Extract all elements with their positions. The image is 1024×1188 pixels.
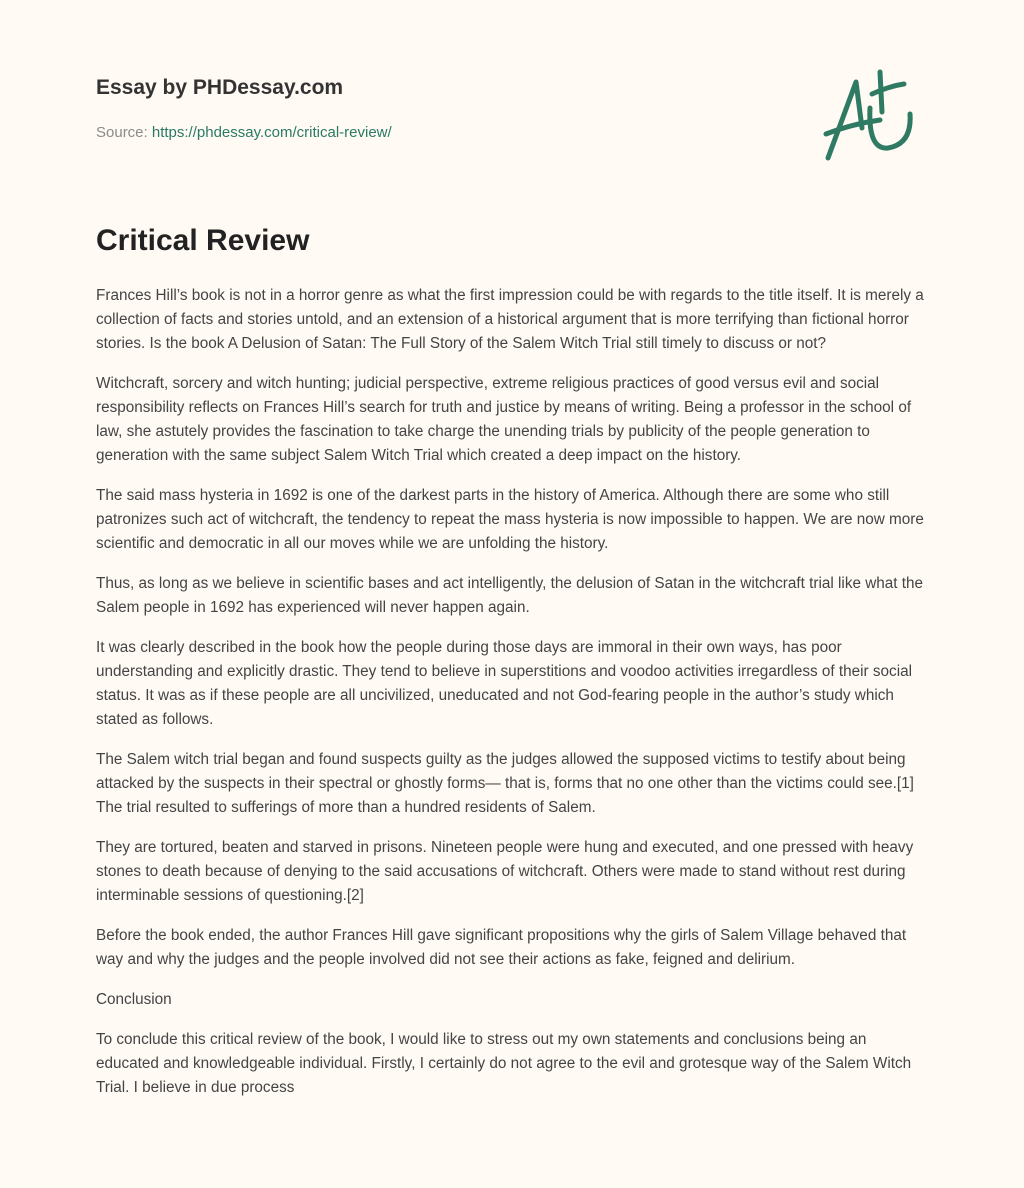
paragraph: It was clearly described in the book how the people during those days are immoral in their own ways, has poor understanding and explicitly drastic. They tend to believe in superstitions and voodoo activities irregardless of their social status. It was as if these people are all uncivilized, uneducated and not God-fearing people in the author’s study which stated as follows. [96, 639, 913, 728]
source-label: Source: [96, 124, 148, 141]
essay-body [96, 284, 930, 1116]
source-link[interactable]: https://phdessay.com/critical-review/ [151, 124, 392, 141]
paragraph: Frances Hill’s book is not in a horror genre as what the first impression could be with regards to the title itself. It is merely a collection of facts and stories untold, and an extension of a historical argument that is more terrifying than fictional horror stories. Is the book A Delusion of Satan: The Full Story of the Salem Witch Trial still timely to discuss or not? [96, 287, 924, 352]
paragraph: The said mass hysteria in 1692 is one of the darkest parts in the history of America. Although there are some who still patronizes such act of witchcraft, the tendency to repeat the mass hysteria is now impossible to happen. We are now more scientific and democratic in all our moves while we are unfolding the history. [96, 487, 924, 552]
paragraph: They are tortured, beaten and starved in prisons. Nineteen people were hung and executed, and one pressed with heavy stones to death because of denying to the said accusations of witchcraft. Others were made to stand without rest during interminable sessions of questioning.[2] [96, 839, 914, 904]
source-line [96, 124, 392, 141]
page-title: Critical Review [96, 224, 310, 257]
site-brand: Essay by PHDessay.com [96, 76, 344, 99]
paragraph: Witchcraft, sorcery and witch hunting; judicial perspective, extreme religious practices of good versus evil and social responsibility reflects on Frances Hill’s search for truth and justice by means of writing. Being a professor in the school of law, she astutely provides the fascination to take charge the unending trials by publicity of the people generation to generation with the same subject Salem Witch Trial which created a deep impact on the history. [96, 375, 912, 464]
paragraph: To conclude this critical review of the book, I would like to stress out my own statements and conclusions being an educated and knowledgeable individual. Firstly, I certainly do not agree to the evil and grotesque way of the Salem Witch Trial. I believe in due process [96, 1031, 912, 1096]
paragraph: Thus, as long as we believe in scientific bases and act intelligently, the delusion of Satan in the witchcraft trial like what the Salem people in 1692 has experienced will never happen again. [96, 575, 924, 616]
a-plus-logo-icon [822, 68, 928, 164]
paragraph: The Salem witch trial began and found suspects guilty as the judges allowed the supposed victims to testify about being attacked by the suspects in their spectral or ghostly forms— that is, forms that no one other than the victims could see.[1] The trial resulted to sufferings of more than a hundred residents of Salem. [96, 751, 914, 816]
paragraph: Before the book ended, the author Frances Hill gave significant propositions why the girls of Salem Village behaved that way and why the judges and the people involved did not see their actions as fake, feigned and delirium. [96, 927, 907, 968]
section-heading-conclusion: Conclusion [96, 991, 172, 1008]
